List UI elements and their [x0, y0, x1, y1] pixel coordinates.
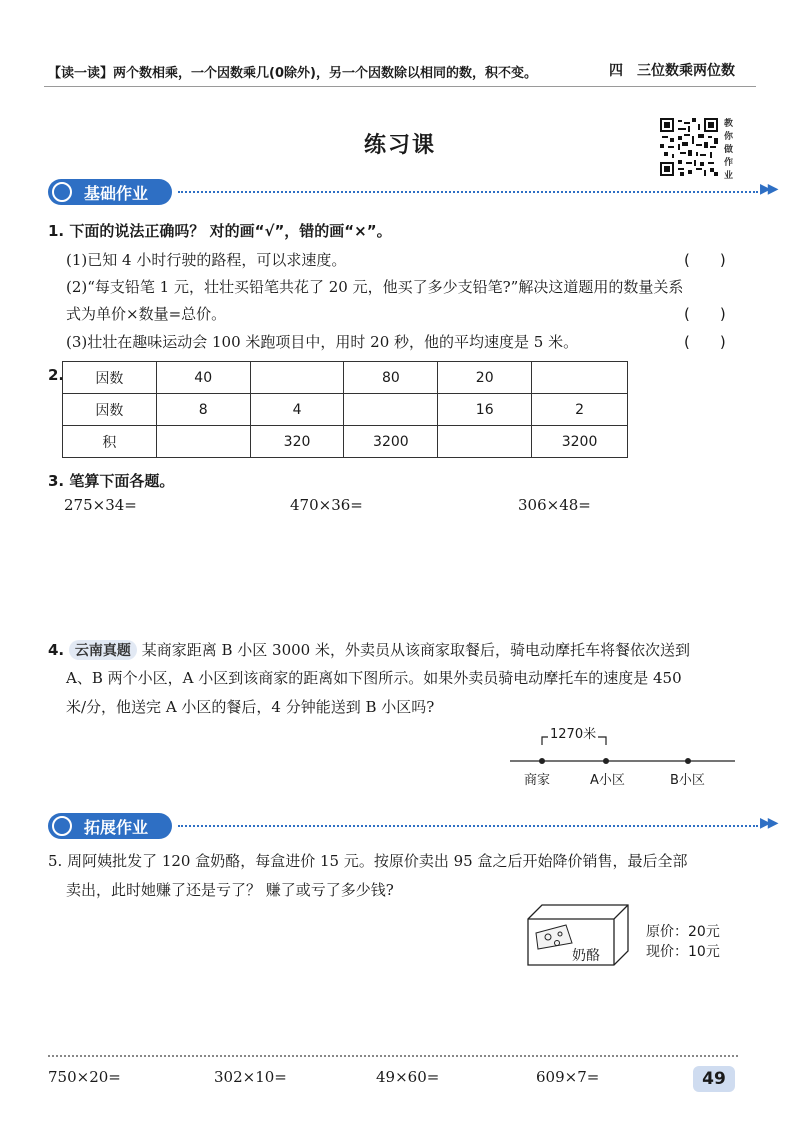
table-cell: 8 [156, 394, 250, 426]
calc-item-1: 275×34= [64, 496, 137, 514]
question-4-line-1 [48, 639, 690, 660]
table-cell: 2 [532, 394, 628, 426]
oral-calc-2: 302×10= [214, 1068, 287, 1086]
label-b-community: B小区 [670, 773, 705, 788]
dotted-divider [178, 191, 758, 193]
oral-calc-4: 609×7= [536, 1068, 600, 1086]
table-cell: 4 [250, 394, 344, 426]
section-title-extend: 拓展作业 [84, 817, 149, 837]
section-pill-basic [48, 179, 172, 205]
calc-item-3: 306×48= [518, 496, 591, 514]
table-cell[interactable] [250, 362, 344, 394]
table-cell[interactable] [156, 426, 250, 458]
table-cell[interactable] [344, 394, 438, 426]
oral-calc-1: 750×20= [48, 1068, 121, 1086]
table-cell: 因数 [63, 362, 157, 394]
question-1-item-3: (3)壮壮在趣味运动会 100 米跑项目中，用时 20 秒，他的平均速度是 5 米。 [66, 333, 579, 351]
question-5-line-1: 5. 周阿姨批发了 120 盒奶酪，每盒进价 15 元。按原价卖出 95 盒之后开始降价销售，最后全部 [48, 852, 688, 870]
question-2-number: 2. [48, 366, 65, 384]
lightbulb-icon [52, 182, 72, 202]
distance-diagram [510, 727, 735, 787]
table-row [63, 426, 628, 458]
factor-table [62, 361, 628, 458]
question-4-line-2: A、B 两个小区，A 小区到该商家的距离如下图所示。如果外卖员骑电动摩托车的速度是 450 [66, 669, 682, 687]
reading-tip-text: 两个数相乘，一个因数乘几(0除外)，另一个因数除以相同的数，积不变。 [113, 66, 537, 81]
reading-tip [48, 62, 537, 81]
table-cell[interactable] [532, 362, 628, 394]
qr-code-icon[interactable] [660, 118, 718, 176]
table-cell: 20 [438, 362, 532, 394]
table-cell[interactable] [438, 426, 532, 458]
table-cell: 积 [63, 426, 157, 458]
label-a-community: A小区 [590, 773, 625, 788]
original-price: 原价：20元 [646, 924, 720, 940]
question-4-number: 4. [48, 641, 65, 659]
oral-calc-3: 49×60= [376, 1068, 440, 1086]
question-4-line-3: 米/分，他送完 A 小区的餐后，4 分钟能送到 B 小区吗? [66, 698, 435, 716]
question-4-text-1: 某商家距离 B 小区 3000 米，外卖员从该商家取餐后，骑电动摩托车将餐依次送到 [141, 641, 690, 659]
answer-blank-3[interactable]: ( ) [684, 333, 726, 351]
question-1-item-2: (2)“每支铅笔 1 元，壮壮买铅笔共花了 20 元，他买了多少支铅笔?”解决这道题用的数量关系 [66, 278, 684, 296]
question-1-item-1: (1)已知 4 小时行驶的路程，可以求速度。 [66, 251, 347, 269]
double-arrow-icon: ▶▶ [760, 181, 776, 197]
table-cell: 80 [344, 362, 438, 394]
cheese-box-label: 奶酪 [572, 948, 600, 964]
qr-caption: 教 你 做 作 业 [724, 119, 734, 181]
page-title: 练习课 [363, 133, 436, 158]
question-3-stem: 3. 笔算下面各题。 [48, 472, 175, 490]
answer-blank-1[interactable]: ( ) [684, 251, 726, 269]
question-5-line-2: 卖出，此时她赚了还是亏了？ 赚了或亏了多少钱? [66, 881, 394, 899]
footer-divider [48, 1055, 738, 1057]
current-price: 现价：10元 [646, 944, 720, 960]
answer-blank-2[interactable]: ( ) [684, 305, 726, 323]
table-row [63, 362, 628, 394]
question-1-item-2-cont: 式为单价×数量=总价。 [66, 305, 227, 323]
section-pill-extend [48, 813, 172, 839]
page-number: 49 [693, 1066, 735, 1092]
table-cell: 320 [250, 426, 344, 458]
table-row [63, 394, 628, 426]
question-1-stem: 1. 下面的说法正确吗？ 对的画“√”，错的画“×”。 [48, 222, 392, 240]
section-title-basic: 基础作业 [84, 183, 149, 203]
lightbulb-icon [52, 816, 72, 836]
dotted-divider [178, 825, 758, 827]
table-cell: 3200 [344, 426, 438, 458]
reading-tip-tag: 【读一读】 [48, 66, 114, 81]
double-arrow-icon: ▶▶ [760, 815, 776, 831]
header-divider [44, 86, 756, 87]
distance-label: 1270米 [548, 723, 598, 742]
table-cell: 40 [156, 362, 250, 394]
chapter-title: 四 三位数乘两位数 [609, 63, 735, 79]
table-cell: 因数 [63, 394, 157, 426]
exam-source-badge: 云南真题 [69, 640, 137, 660]
table-cell: 3200 [532, 426, 628, 458]
label-shop: 商家 [524, 773, 551, 788]
calc-item-2: 470×36= [290, 496, 363, 514]
table-cell: 16 [438, 394, 532, 426]
